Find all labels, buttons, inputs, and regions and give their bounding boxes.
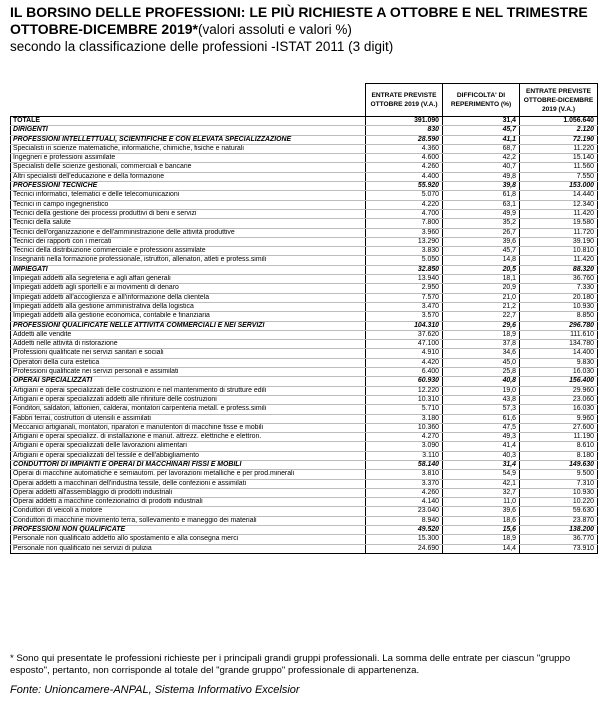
row-difficolta: 49,9: [443, 209, 520, 218]
table-row-group: [11, 460, 598, 469]
row-difficolta: 61,8: [443, 191, 520, 200]
row-entrate-ottobre: 3.110: [366, 451, 443, 460]
table-row: [11, 163, 598, 172]
table-row: [11, 368, 598, 377]
row-entrate-ottobre: 4.270: [366, 433, 443, 442]
table-row-group: [11, 377, 598, 386]
row-difficolta: 49,8: [443, 172, 520, 181]
row-entrate-trimestre: 27.600: [520, 423, 598, 432]
row-entrate-trimestre: 8.180: [520, 451, 598, 460]
row-label: PROFESSIONI NON QUALIFICATE: [11, 526, 366, 535]
row-difficolta: 11,0: [443, 498, 520, 507]
row-entrate-trimestre: 88.320: [520, 265, 598, 274]
row-label: Tecnici della salute: [11, 219, 366, 228]
row-entrate-ottobre: 3.090: [366, 442, 443, 451]
row-entrate-ottobre: 47.100: [366, 340, 443, 349]
header-difficolta: DIFFICOLTA' DI REPERIMENTO (%): [443, 84, 520, 117]
row-entrate-ottobre: 5.050: [366, 256, 443, 265]
row-difficolta: 21,0: [443, 293, 520, 302]
row-difficolta: 20,9: [443, 284, 520, 293]
table-row: [11, 498, 598, 507]
row-label: Operai addetti a macchinari dell'industria tessile, delle confezioni e assimilati: [11, 479, 366, 488]
row-entrate-trimestre: 14.400: [520, 349, 598, 358]
row-difficolta: 63,1: [443, 200, 520, 209]
row-label: Conduttori di macchine movimento terra, sollevamento e maneggio dei materiali: [11, 516, 366, 525]
row-entrate-trimestre: 10.930: [520, 302, 598, 311]
row-label: Specialisti delle scienze gestionali, commerciali e bancarie: [11, 163, 366, 172]
table-row: [11, 535, 598, 544]
table-row: [11, 302, 598, 311]
row-difficolta: 43,8: [443, 395, 520, 404]
row-difficolta: 45,7: [443, 126, 520, 135]
table-row: [11, 209, 598, 218]
table-row: [11, 154, 598, 163]
table-row-group: [11, 321, 598, 330]
row-difficolta: 22,7: [443, 312, 520, 321]
row-label: Personale non qualificato addetto allo spostamento e alla consegna merci: [11, 535, 366, 544]
table-row: [11, 330, 598, 339]
row-difficolta: 42,1: [443, 479, 520, 488]
table-row: [11, 479, 598, 488]
row-difficolta: 47,5: [443, 423, 520, 432]
row-entrate-ottobre: 3.810: [366, 470, 443, 479]
row-entrate-trimestre: 149.630: [520, 460, 598, 469]
row-difficolta: 41,4: [443, 442, 520, 451]
row-label: Personale non qualificato nei servizi di pulizia: [11, 544, 366, 553]
row-entrate-trimestre: 15.140: [520, 154, 598, 163]
row-difficolta: 18,9: [443, 535, 520, 544]
row-entrate-ottobre: 10.310: [366, 395, 443, 404]
row-label: Tecnici dei rapporti con i mercati: [11, 237, 366, 246]
row-label: Impiegati addetti alla gestione amministrativa della logistica: [11, 302, 366, 311]
row-label: Artigiani e operai specializz. di installazione e manut. attrezz. elettriche e elettron.: [11, 433, 366, 442]
row-entrate-ottobre: 3.830: [366, 247, 443, 256]
table-row: [11, 386, 598, 395]
row-label: Artigiani e operai specializzati addetti alle rifiniture delle costruzioni: [11, 395, 366, 404]
row-label: DIRIGENTI: [11, 126, 366, 135]
table-row: [11, 275, 598, 284]
row-entrate-trimestre: 134.780: [520, 340, 598, 349]
professions-table-wrap: [10, 83, 597, 554]
table-row: [11, 256, 598, 265]
row-label: Ingegneri e professioni assimilate: [11, 154, 366, 163]
source-line: Fonte: Unioncamere-ANPAL, Sistema Informativo Excelsior: [10, 684, 300, 696]
row-difficolta: 40,7: [443, 163, 520, 172]
title-line-2: OTTOBRE-DICEMBRE 2019*: [10, 21, 199, 37]
row-entrate-trimestre: 138.200: [520, 526, 598, 535]
row-entrate-trimestre: 296.780: [520, 321, 598, 330]
row-entrate-ottobre: 4.140: [366, 498, 443, 507]
row-difficolta: 35,2: [443, 219, 520, 228]
table-row-group: [11, 135, 598, 144]
row-entrate-trimestre: 11.720: [520, 228, 598, 237]
table-row: [11, 358, 598, 367]
row-entrate-trimestre: 11.420: [520, 256, 598, 265]
row-label: PROFESSIONI QUALIFICATE NELLE ATTIVITÀ COMMERCIALI E NEI SERVIZI: [11, 321, 366, 330]
row-label: Artigiani e operai specializzati del tessile e dell'abbigliamento: [11, 451, 366, 460]
row-entrate-trimestre: 11.560: [520, 163, 598, 172]
row-entrate-ottobre: 6.400: [366, 368, 443, 377]
table-header-row: [11, 84, 598, 117]
row-label: Addetti nelle attività di ristorazione: [11, 340, 366, 349]
table-row: [11, 340, 598, 349]
row-entrate-ottobre: 3.180: [366, 414, 443, 423]
row-label: Tecnici della gestione dei processi produttivi di beni e servizi: [11, 209, 366, 218]
row-label: Specialisti in scienze matematiche, informatiche, chimiche, fisiche e naturali: [11, 144, 366, 153]
row-difficolta: 15,6: [443, 526, 520, 535]
row-difficolta: 14,8: [443, 256, 520, 265]
row-entrate-ottobre: 28.590: [366, 135, 443, 144]
row-label: Impiegati addetti all'accoglienza e all'informazione della clientela: [11, 293, 366, 302]
footnote: * Sono qui presentate le professioni richieste per i principali grandi gruppi professionali. La somma delle entrate per ciascun "gruppo esposto", pertanto, non corrisponde al totale del "grande gruppo" professionale di appartenenza.: [10, 653, 571, 676]
row-entrate-ottobre: 7.570: [366, 293, 443, 302]
row-entrate-trimestre: 10.810: [520, 247, 598, 256]
row-label: Artigiani e operai specializzati delle lavorazioni alimentari: [11, 442, 366, 451]
table-row: [11, 284, 598, 293]
table-row: [11, 200, 598, 209]
table-row: [11, 516, 598, 525]
row-entrate-ottobre: 15.300: [366, 535, 443, 544]
row-label: Insegnanti nella formazione professionale, istruttori, allenatori, atleti e profess.simili: [11, 256, 366, 265]
row-entrate-ottobre: 4.600: [366, 154, 443, 163]
table-row: [11, 228, 598, 237]
row-entrate-trimestre: 23.870: [520, 516, 598, 525]
row-entrate-ottobre: 4.260: [366, 163, 443, 172]
row-entrate-trimestre: 8.610: [520, 442, 598, 451]
row-entrate-ottobre: 8.940: [366, 516, 443, 525]
table-row: [11, 488, 598, 497]
row-difficolta: 20,5: [443, 265, 520, 274]
row-entrate-ottobre: 4.260: [366, 488, 443, 497]
row-entrate-trimestre: 23.060: [520, 395, 598, 404]
table-row: [11, 349, 598, 358]
row-difficolta: 61,6: [443, 414, 520, 423]
row-entrate-ottobre: 24.690: [366, 544, 443, 553]
row-entrate-ottobre: 4.220: [366, 200, 443, 209]
table-row: [11, 237, 598, 246]
table-row: [11, 312, 598, 321]
row-difficolta: 31,4: [443, 460, 520, 469]
table-row: [11, 395, 598, 404]
row-entrate-ottobre: 5.710: [366, 405, 443, 414]
header-blank: [11, 84, 366, 117]
row-difficolta: 57,3: [443, 405, 520, 414]
table-row-group: [11, 182, 598, 191]
table-row: [11, 144, 598, 153]
row-entrate-ottobre: 32.850: [366, 265, 443, 274]
row-entrate-ottobre: 10.360: [366, 423, 443, 432]
table-row: [11, 470, 598, 479]
row-entrate-trimestre: 1.056.640: [520, 117, 598, 126]
row-entrate-trimestre: 72.190: [520, 135, 598, 144]
row-label: Tecnici in campo ingegneristico: [11, 200, 366, 209]
row-label: PROFESSIONI INTELLETTUALI, SCIENTIFICHE E CON ELEVATA SPECIALIZZAZIONE: [11, 135, 366, 144]
table-row-group: [11, 126, 598, 135]
table-row: [11, 172, 598, 181]
row-difficolta: 41,1: [443, 135, 520, 144]
row-entrate-trimestre: 153.000: [520, 182, 598, 191]
row-difficolta: 26,7: [443, 228, 520, 237]
row-difficolta: 54,9: [443, 470, 520, 479]
row-difficolta: 32,7: [443, 488, 520, 497]
row-label: Professioni qualificate nei servizi sanitari e sociali: [11, 349, 366, 358]
row-entrate-trimestre: 16.030: [520, 368, 598, 377]
row-label: Operai addetti all'assemblaggio di prodotti industriali: [11, 488, 366, 497]
row-entrate-ottobre: 58.140: [366, 460, 443, 469]
row-entrate-ottobre: 3.370: [366, 479, 443, 488]
row-difficolta: 40,3: [443, 451, 520, 460]
row-entrate-trimestre: 10.930: [520, 488, 598, 497]
row-label: Impiegati addetti agli sportelli e ai movimenti di denaro: [11, 284, 366, 293]
row-entrate-trimestre: 29.960: [520, 386, 598, 395]
row-entrate-ottobre: 2.950: [366, 284, 443, 293]
title-line-3: secondo la classificazione delle professioni -ISTAT 2011 (3 digit): [10, 39, 394, 54]
header-entrate-ottobre: ENTRATE PREVISTE OTTOBRE 2019 (V.A.): [366, 84, 443, 117]
row-difficolta: 45,7: [443, 247, 520, 256]
row-difficolta: 14,4: [443, 544, 520, 553]
row-difficolta: 42,2: [443, 154, 520, 163]
row-entrate-ottobre: 4.910: [366, 349, 443, 358]
row-label: IMPIEGATI: [11, 265, 366, 274]
table-row-total: [11, 117, 598, 126]
row-entrate-trimestre: 11.220: [520, 144, 598, 153]
row-entrate-trimestre: 59.630: [520, 507, 598, 516]
row-entrate-trimestre: 7.310: [520, 479, 598, 488]
row-label: Fonditori, saldatori, lattonieri, calderai, montatori carpenteria metall. e profess.simili: [11, 405, 366, 414]
row-entrate-trimestre: 7.550: [520, 172, 598, 181]
row-entrate-trimestre: 2.120: [520, 126, 598, 135]
row-entrate-trimestre: 9.500: [520, 470, 598, 479]
row-entrate-ottobre: 23.040: [366, 507, 443, 516]
table-row: [11, 544, 598, 553]
row-label: CONDUTTORI DI IMPIANTI E OPERAI DI MACCHINARI FISSI E MOBILI: [11, 460, 366, 469]
row-entrate-trimestre: 11.420: [520, 209, 598, 218]
row-label: Tecnici dell'organizzazione e dell'amministrazione delle attività produttive: [11, 228, 366, 237]
document-title: [10, 4, 600, 55]
row-entrate-trimestre: 156.400: [520, 377, 598, 386]
table-row-group: [11, 526, 598, 535]
row-entrate-ottobre: 4.360: [366, 144, 443, 153]
row-entrate-trimestre: 39.190: [520, 237, 598, 246]
row-entrate-trimestre: 8.850: [520, 312, 598, 321]
row-difficolta: 37,8: [443, 340, 520, 349]
row-label: Conduttori di veicoli a motore: [11, 507, 366, 516]
row-entrate-trimestre: 10.220: [520, 498, 598, 507]
row-entrate-ottobre: 830: [366, 126, 443, 135]
row-entrate-trimestre: 111.610: [520, 330, 598, 339]
table-row: [11, 219, 598, 228]
row-entrate-ottobre: 49.520: [366, 526, 443, 535]
row-difficolta: 45,0: [443, 358, 520, 367]
row-entrate-trimestre: 12.340: [520, 200, 598, 209]
table-row: [11, 442, 598, 451]
row-label: Fabbri ferrai, costruttori di utensili e assimilati: [11, 414, 366, 423]
professions-table: [10, 83, 598, 554]
row-entrate-ottobre: 3.960: [366, 228, 443, 237]
row-label: Operai addetti a macchine confezionatrici di prodotti industriali: [11, 498, 366, 507]
row-label: TOTALE: [11, 117, 366, 126]
row-entrate-ottobre: 60.930: [366, 377, 443, 386]
row-entrate-trimestre: 14.440: [520, 191, 598, 200]
row-label: OPERAI SPECIALIZZATI: [11, 377, 366, 386]
row-entrate-trimestre: 16.030: [520, 405, 598, 414]
row-difficolta: 39,6: [443, 237, 520, 246]
row-label: Operatori della cura estetica: [11, 358, 366, 367]
table-row: [11, 405, 598, 414]
row-entrate-trimestre: 9.830: [520, 358, 598, 367]
row-entrate-ottobre: 4.700: [366, 209, 443, 218]
title-line-2-rest: (valori assoluti e valori %): [198, 22, 352, 37]
table-row: [11, 507, 598, 516]
title-line-1: IL BORSINO DELLE PROFESSIONI: LE PIÙ RICHIESTE A OTTOBRE E NEL TRIMESTRE: [10, 4, 588, 20]
row-entrate-ottobre: 55.920: [366, 182, 443, 191]
row-difficolta: 39,6: [443, 507, 520, 516]
row-entrate-ottobre: 4.420: [366, 358, 443, 367]
row-entrate-trimestre: 36.770: [520, 535, 598, 544]
row-entrate-trimestre: 20.180: [520, 293, 598, 302]
row-difficolta: 25,8: [443, 368, 520, 377]
row-difficolta: 18,6: [443, 516, 520, 525]
row-entrate-ottobre: 7.800: [366, 219, 443, 228]
row-difficolta: 40,8: [443, 377, 520, 386]
row-label: PROFESSIONI TECNICHE: [11, 182, 366, 191]
row-entrate-trimestre: 73.910: [520, 544, 598, 553]
row-difficolta: 49,3: [443, 433, 520, 442]
row-label: Artigiani e operai specializzati delle costruzioni e nel mantenimento di strutture edili: [11, 386, 366, 395]
table-row: [11, 451, 598, 460]
row-entrate-ottobre: 3.470: [366, 302, 443, 311]
table-body: [11, 117, 598, 554]
row-entrate-trimestre: 7.330: [520, 284, 598, 293]
row-label: Operai di macchine automatiche e semiautom. per lavorazioni metalliche e per prod.minerali: [11, 470, 366, 479]
row-entrate-ottobre: 3.570: [366, 312, 443, 321]
row-difficolta: 68,7: [443, 144, 520, 153]
row-entrate-ottobre: 4.400: [366, 172, 443, 181]
row-label: Addetti alle vendite: [11, 330, 366, 339]
table-row-group: [11, 265, 598, 274]
row-difficolta: 34,6: [443, 349, 520, 358]
row-label: Altri specialisti dell'educazione e della formazione: [11, 172, 366, 181]
row-entrate-ottobre: 104.310: [366, 321, 443, 330]
row-label: Impiegati addetti alla gestione economica, contabile e finanziaria: [11, 312, 366, 321]
row-entrate-ottobre: 5.070: [366, 191, 443, 200]
row-label: Impiegati addetti alla segreteria e agli affari generali: [11, 275, 366, 284]
row-entrate-trimestre: 19.580: [520, 219, 598, 228]
row-entrate-ottobre: 391.090: [366, 117, 443, 126]
row-label: Tecnici della distribuzione commerciale e professioni assimilate: [11, 247, 366, 256]
row-difficolta: 29,6: [443, 321, 520, 330]
row-entrate-ottobre: 12.220: [366, 386, 443, 395]
row-label: Professioni qualificate nei servizi personali e assimilati: [11, 368, 366, 377]
row-difficolta: 39,8: [443, 182, 520, 191]
row-entrate-trimestre: 36.760: [520, 275, 598, 284]
row-difficolta: 18,1: [443, 275, 520, 284]
row-entrate-ottobre: 37.620: [366, 330, 443, 339]
row-difficolta: 21,2: [443, 302, 520, 311]
table-row: [11, 433, 598, 442]
table-row: [11, 191, 598, 200]
row-label: Tecnici informatici, telematici e delle telecomunicazioni: [11, 191, 366, 200]
table-row: [11, 247, 598, 256]
header-entrate-trimestre: ENTRATE PREVISTE OTTOBRE-DICEMBRE 2019 (V.A.): [520, 84, 598, 117]
row-entrate-trimestre: 9.960: [520, 414, 598, 423]
row-difficolta: 31,4: [443, 117, 520, 126]
row-entrate-ottobre: 13.940: [366, 275, 443, 284]
table-row: [11, 414, 598, 423]
row-entrate-trimestre: 11.190: [520, 433, 598, 442]
row-entrate-ottobre: 13.290: [366, 237, 443, 246]
row-difficolta: 18,9: [443, 330, 520, 339]
table-row: [11, 293, 598, 302]
row-difficolta: 19,0: [443, 386, 520, 395]
row-label: Meccanici artigianali, montatori, riparatori e manutentori di macchine fisse e mobili: [11, 423, 366, 432]
table-row: [11, 423, 598, 432]
